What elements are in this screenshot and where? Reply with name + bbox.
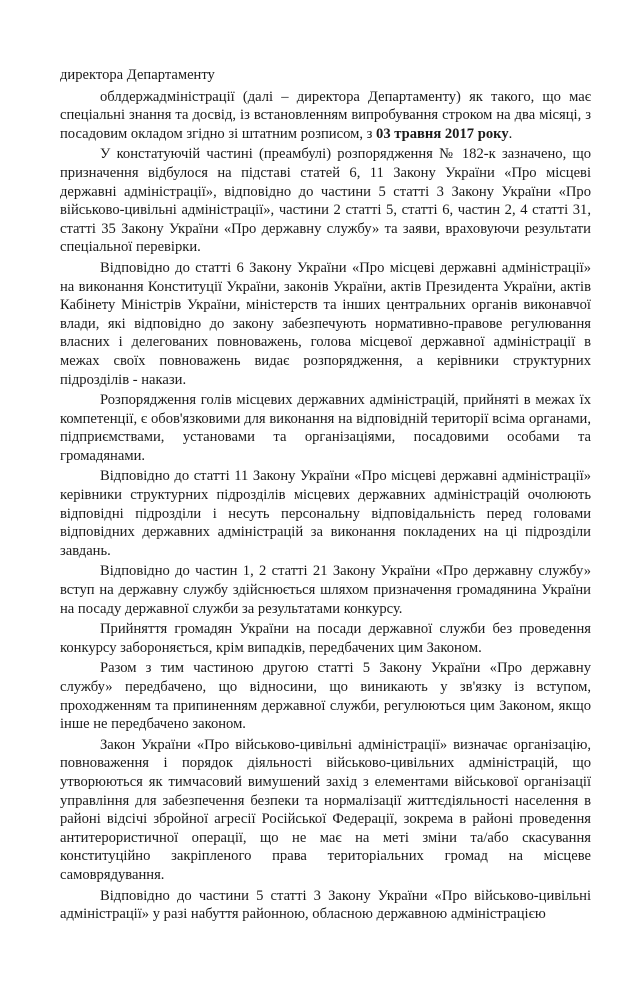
paragraph-article-21: Відповідно до частин 1, 2 статті 21 Закону України «Про державну службу» вступ на державну службу здійснюється шляхом призначення громадянина України на посаду державної служби за результатами конкурсу. xyxy=(60,563,591,617)
paragraph-intro-text: облдержадміністрації (далі – директора Департаменту) як такого, що має спеціальні знання та досвід, із встановленням випробування строком на два місяці, з посадовим окладом згідно зі штатним розписом, з xyxy=(60,88,591,142)
paragraph-intro-end: . xyxy=(508,125,513,142)
paragraph-article-11: Відповідно до статті 11 Закону України «Про місцеві державні адміністрації» керівники структурних підрозділів місцевих державних адміністрацій очолюють відповідні підрозділи і несуть персональну відповідальність перед головами відповідних державних адміністрацій за виконання покладених на ці підрозділи завдань. xyxy=(60,468,591,559)
paragraph-article-3-part-5: Відповідно до частини 5 статті 3 Закону України «Про військово-цивільні адміністрації» у разі набуття районною, обласною державною адміністрацією xyxy=(60,887,591,923)
paragraph-competition: Прийняття громадян України на посади державної служби без проведення конкурсу забороняється, крім випадків, передбачених цим Законом. xyxy=(60,621,591,656)
paragraph-orders-binding: Розпорядження голів місцевих державних адміністрацій, прийняті в межах їх компетенції, є обов'язковими для виконання на відповідній території всіма органами, підприємствами, установами та організаціями, посадовими особами та громадянами. xyxy=(60,392,591,464)
paragraph-intro xyxy=(60,88,591,144)
header-line: директора Департаменту xyxy=(60,67,215,83)
paragraph-article-6: Відповідно до статті 6 Закону України «Про місцеві державні адміністрації» на виконання Конституції України, законів України, актів Президента України, актів Кабінету Міністрів України, міністерств та інших центральних органів виконавчої влади, які відповідно до закону забезпечують нормативно-правове регулювання власних і делегованих повноважень, голова місцевої державної адміністрації в межах своїх повноважень видає розпорядження, а керівники структурних підрозділів - накази. xyxy=(60,259,591,388)
paragraph-civil-military-law: Закон України «Про військово-цивільні адміністрації» визначає організацію, повноваження і порядок діяльності військово-цивільних адміністрацій, що утворюються як тимчасовий вимушений захід з елементами військової організації управління для забезпечення безпеки та нормалізації життєдіяльності населення в районі відсічі збройної агресії Російської Федерації, зокрема в районі проведення антитерористичної операції, що не має на меті зміни та/або скасування конституційно закріпленого права територіальних громад на місцеве самоврядування. xyxy=(60,736,591,883)
paragraph-preamble: У констатуючій частині (преамбулі) розпорядження № 182-к зазначено, що призначення відбулося на підставі статей 6, 11 Закону України «Про місцеві державні адміністрації», відповідно до частини 5 статті 3 Закону України «Про військово-цивільні адміністрації», частини 2 статті 5, статті 6, частин 2, 4 статті 31, статті 35 Закону України «Про державну службу» та заяви, враховуючи результати спеціальної перевірки. xyxy=(60,146,591,256)
paragraph-article-5: Разом з тим частиною другою статті 5 Закону України «Про державну службу» передбачено, що відносини, що виникають у зв'язку із вступом, проходженням та припиненням державної служби, регулюються цим Законом, якщо інше не передбачено законом. xyxy=(60,660,591,733)
date-bold: 03 травня 2017 року xyxy=(376,125,509,142)
